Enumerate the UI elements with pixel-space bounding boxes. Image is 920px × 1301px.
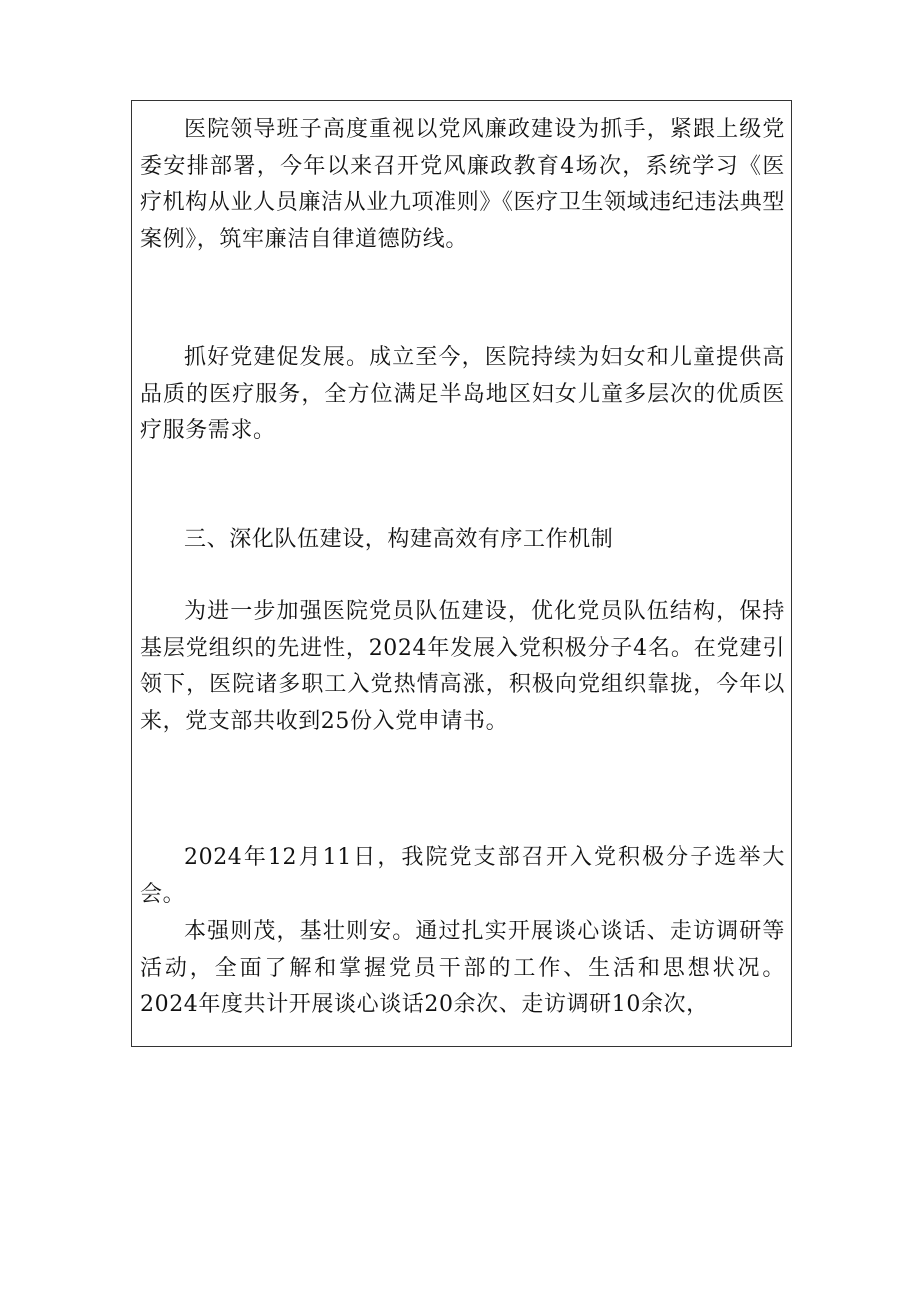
- paragraph-integrity-education: 医院领导班子高度重视以党风廉政建设为抓手，紧跟上级党委安排部署，今年以来召开党风廉政教育4场次，系统学习《医疗机构从业人员廉洁从业九项准则》《医疗卫生领域违纪违法典型案例》，筑牢廉洁自律道德防线。: [140, 117, 785, 252]
- paragraph-party-building-development: 抓好党建促发展。成立至今，医院持续为妇女和儿童提供高品质的医疗服务，全方位满足半岛地区妇女儿童多层次的优质医疗服务需求。: [140, 345, 785, 443]
- text-frame: [131, 100, 792, 1047]
- paragraph-election-meeting: 2024年12月11日，我院党支部召开入党积极分子选举大会。: [140, 845, 785, 907]
- paragraph-party-member-recruitment: 为进一步加强医院党员队伍建设，优化党员队伍结构，保持基层党组织的先进性，2024年发展入党积极分子4名。在党建引领下，医院诸多职工入党热情高涨，积极向党组织靠拢，今年以来，党支部共收到25份入党申请书。: [140, 599, 785, 734]
- section-heading-team-building: 三、深化队伍建设，构建高效有序工作机制: [184, 527, 614, 552]
- paragraph-heart-to-heart-talks: 本强则茂，基壮则安。通过扎实开展谈心谈话、走访调研等活动，全面了解和掌握党员干部的工作、生活和思想状况。2024年度共计开展谈心谈话20余次、走访调研10余次，: [140, 919, 785, 1017]
